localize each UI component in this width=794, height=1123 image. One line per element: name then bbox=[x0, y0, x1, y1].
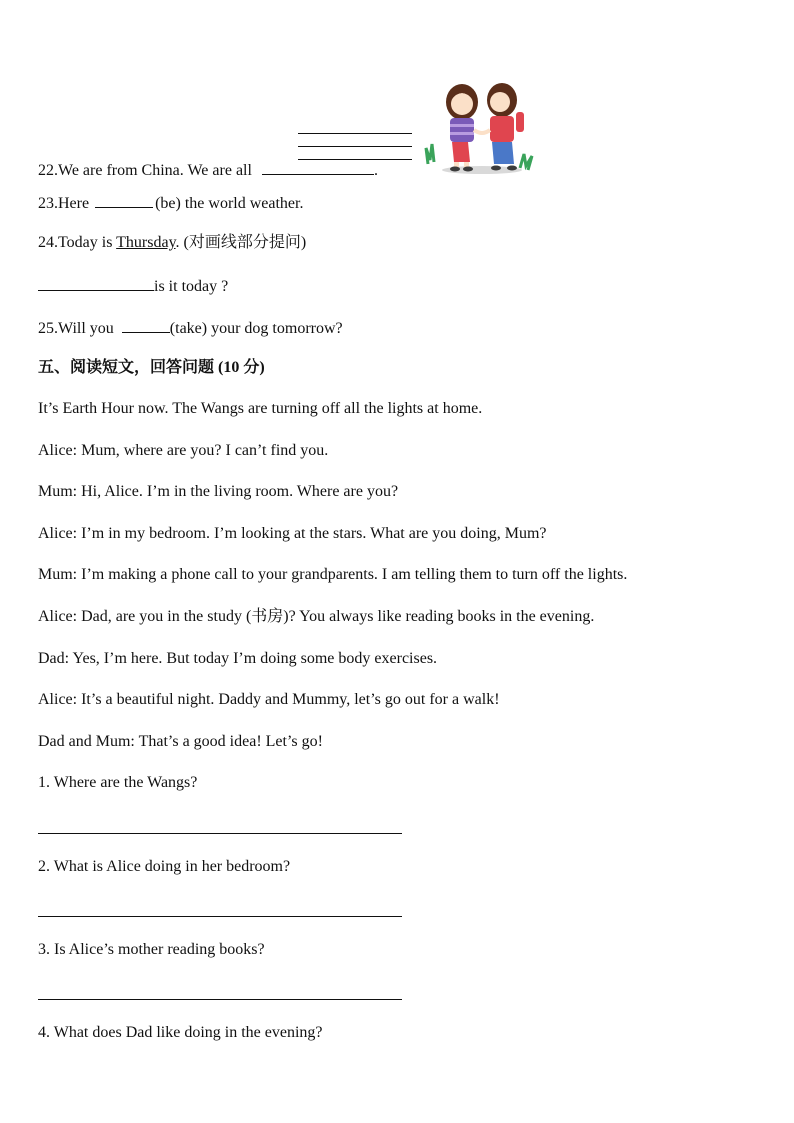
question-24-answer bbox=[38, 274, 228, 297]
question-text: (be) the world weather. bbox=[155, 195, 304, 212]
passage-line: Dad and Mum: That’s a good idea! Let’s go! bbox=[38, 733, 323, 750]
reading-question-3: 3. Is Alice’s mother reading books? bbox=[38, 941, 265, 958]
question-24 bbox=[38, 233, 306, 253]
passage-line: Alice: Mum, where are you? I can’t find you. bbox=[38, 442, 329, 459]
question-text: is it today ? bbox=[154, 278, 229, 295]
question-end: . bbox=[373, 162, 378, 179]
answer-line-2[interactable] bbox=[38, 916, 402, 917]
section-title: 五、阅读短文，回答问题 bbox=[38, 359, 215, 376]
question-number: 25. bbox=[38, 320, 58, 337]
question-25 bbox=[38, 316, 343, 339]
passage-line: Alice: It’s a beautiful night. Daddy and Mummy, let’s go out for a walk! bbox=[38, 691, 500, 708]
fill-blank-24[interactable] bbox=[38, 274, 154, 291]
passage-line: Alice: I’m in my bedroom. I’m looking at the stars. What are you doing, Mum? bbox=[38, 525, 547, 542]
question-text: (take) your dog tomorrow? bbox=[169, 320, 343, 337]
question-number: 24. bbox=[38, 234, 58, 251]
question-instruction: . (对画线部分提问) bbox=[175, 234, 307, 251]
passage-line: Mum: I’m making a phone call to your grandparents. I am telling them to turn off the lights. bbox=[38, 566, 628, 583]
question-text: Here bbox=[58, 195, 90, 212]
underlined-word: Thursday bbox=[116, 234, 176, 251]
passage-line: Alice: Dad, are you in the study (书房)? You always like reading books in the evening. bbox=[38, 608, 595, 625]
fill-blank-22[interactable] bbox=[262, 158, 374, 175]
question-number: 23. bbox=[38, 195, 58, 212]
question-text: We are from China. We are all bbox=[58, 162, 252, 179]
question-text: Will you bbox=[58, 320, 114, 337]
answer-line-22a bbox=[298, 133, 412, 134]
reading-question-4: 4. What does Dad like doing in the evening? bbox=[38, 1024, 323, 1041]
passage-line: Dad: Yes, I’m here. But today I’m doing some body exercises. bbox=[38, 650, 438, 667]
answer-line-3[interactable] bbox=[38, 999, 402, 1000]
answer-line-1[interactable] bbox=[38, 833, 402, 834]
passage-line: It’s Earth Hour now. The Wangs are turning off all the lights at home. bbox=[38, 400, 483, 417]
fill-blank-25[interactable] bbox=[122, 316, 170, 333]
section-points: (10 分) bbox=[218, 359, 265, 376]
question-number: 22. bbox=[38, 162, 58, 179]
answer-line-22b bbox=[298, 146, 412, 147]
question-23 bbox=[38, 191, 303, 214]
question-22 bbox=[38, 158, 378, 181]
two-girls-walking-icon bbox=[420, 78, 540, 176]
question-text: Today is bbox=[58, 234, 113, 251]
fill-blank-23[interactable] bbox=[95, 191, 153, 208]
section-heading bbox=[38, 358, 265, 378]
passage-line: Mum: Hi, Alice. I’m in the living room. Where are you? bbox=[38, 483, 399, 500]
reading-question-2: 2. What is Alice doing in her bedroom? bbox=[38, 858, 291, 875]
reading-question-1: 1. Where are the Wangs? bbox=[38, 774, 198, 791]
